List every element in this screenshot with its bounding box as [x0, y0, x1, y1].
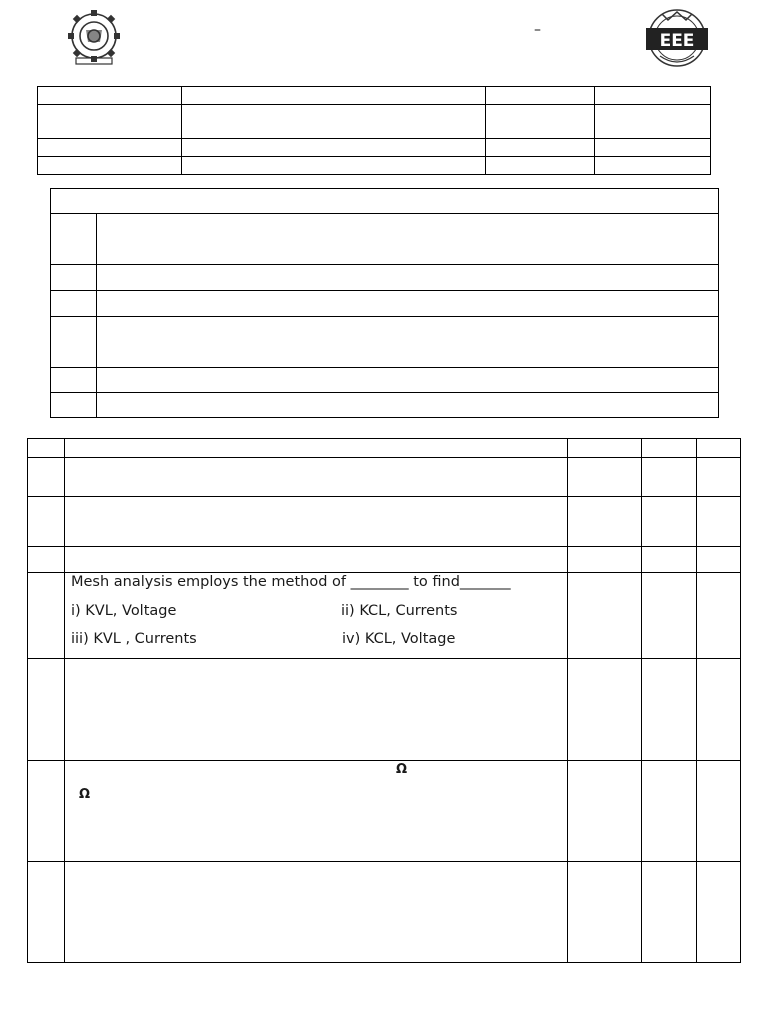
table-row	[51, 265, 719, 291]
table-row	[28, 659, 741, 761]
table-cell	[182, 139, 486, 157]
table-row	[28, 458, 741, 497]
table-cell	[28, 458, 65, 497]
table-cell	[51, 265, 97, 291]
table-cell	[568, 573, 642, 659]
table-cell	[38, 139, 182, 157]
table-cell	[568, 497, 642, 547]
table-cell	[642, 458, 697, 497]
table-cell	[65, 439, 568, 458]
ohm-symbol: Ω	[396, 762, 408, 777]
table-cell	[697, 659, 741, 761]
table-row	[51, 393, 719, 418]
table-cell	[568, 659, 642, 761]
table-cell	[28, 573, 65, 659]
table-cell	[486, 139, 595, 157]
college-logo	[66, 8, 122, 66]
table-cell	[38, 87, 182, 105]
header-dash: –	[534, 22, 541, 38]
table-cell	[65, 862, 568, 963]
table-cell	[595, 157, 711, 175]
table-cell	[697, 573, 741, 659]
table-cell	[642, 547, 697, 573]
table-cell	[568, 761, 642, 862]
table-cell	[486, 157, 595, 175]
table-row	[38, 105, 711, 139]
table-row	[38, 87, 711, 105]
table-cell	[182, 87, 486, 105]
table-cell	[51, 189, 719, 214]
table-cell	[38, 157, 182, 175]
table-row	[28, 439, 741, 458]
table-cell	[642, 497, 697, 547]
table-cell	[65, 458, 568, 497]
table-row	[28, 862, 741, 963]
table-row	[51, 214, 719, 265]
table-cell	[697, 458, 741, 497]
table-cell	[65, 761, 568, 862]
table-cell	[51, 393, 97, 418]
table-row	[28, 547, 741, 573]
table-cell	[97, 368, 719, 393]
table-row	[38, 157, 711, 175]
table-cell	[486, 105, 595, 139]
table-row	[51, 291, 719, 317]
option-4: iv) KCL, Voltage	[342, 631, 456, 647]
table-cell	[642, 862, 697, 963]
table-cell	[595, 87, 711, 105]
table-row	[38, 139, 711, 157]
table-cell	[28, 547, 65, 573]
table-row	[51, 368, 719, 393]
table-cell	[51, 368, 97, 393]
table-cell	[568, 862, 642, 963]
option-2: ii) KCL, Currents	[341, 603, 458, 619]
question-stem: Mesh analysis employs the method of ________ to find_______	[71, 574, 511, 590]
table-cell	[568, 458, 642, 497]
table-cell	[28, 862, 65, 963]
table-cell	[697, 497, 741, 547]
table-cell	[51, 214, 97, 265]
table-row	[28, 497, 741, 547]
option-3: iii) KVL , Currents	[71, 631, 197, 647]
table-cell	[642, 659, 697, 761]
eee-department-emblem-icon	[642, 6, 712, 70]
table-cell	[97, 291, 719, 317]
table-cell	[28, 659, 65, 761]
table-cell	[65, 497, 568, 547]
table-cell	[182, 105, 486, 139]
table-cell	[642, 439, 697, 458]
table-cell	[97, 393, 719, 418]
table-cell	[697, 761, 741, 862]
eee-logo-text: EEE	[659, 31, 695, 51]
table-row	[28, 761, 741, 862]
table-cell	[28, 761, 65, 862]
table-cell	[97, 214, 719, 265]
table-cell	[697, 862, 741, 963]
table-cell	[65, 659, 568, 761]
table-cell	[595, 139, 711, 157]
table-cell	[568, 439, 642, 458]
table-cell	[182, 157, 486, 175]
table-cell	[51, 317, 97, 368]
table-row	[51, 317, 719, 368]
table-cell	[97, 317, 719, 368]
table-cell	[697, 547, 741, 573]
questions-table	[27, 438, 741, 963]
eee-logo	[642, 6, 712, 70]
table-row	[51, 189, 719, 214]
table-cell	[28, 439, 65, 458]
table-cell	[97, 265, 719, 291]
college-gear-emblem-icon	[66, 8, 122, 66]
table-cell	[697, 439, 741, 458]
table-cell	[65, 547, 568, 573]
table-cell	[568, 547, 642, 573]
table-cell	[51, 291, 97, 317]
ohm-symbol: Ω	[79, 787, 91, 802]
table-cell	[642, 573, 697, 659]
header-info-table	[37, 86, 711, 175]
option-1: i) KVL, Voltage	[71, 603, 177, 619]
course-outcomes-table	[50, 188, 719, 418]
table-cell	[595, 105, 711, 139]
table-cell	[486, 87, 595, 105]
table-cell	[28, 497, 65, 547]
table-cell	[38, 105, 182, 139]
table-cell	[642, 761, 697, 862]
